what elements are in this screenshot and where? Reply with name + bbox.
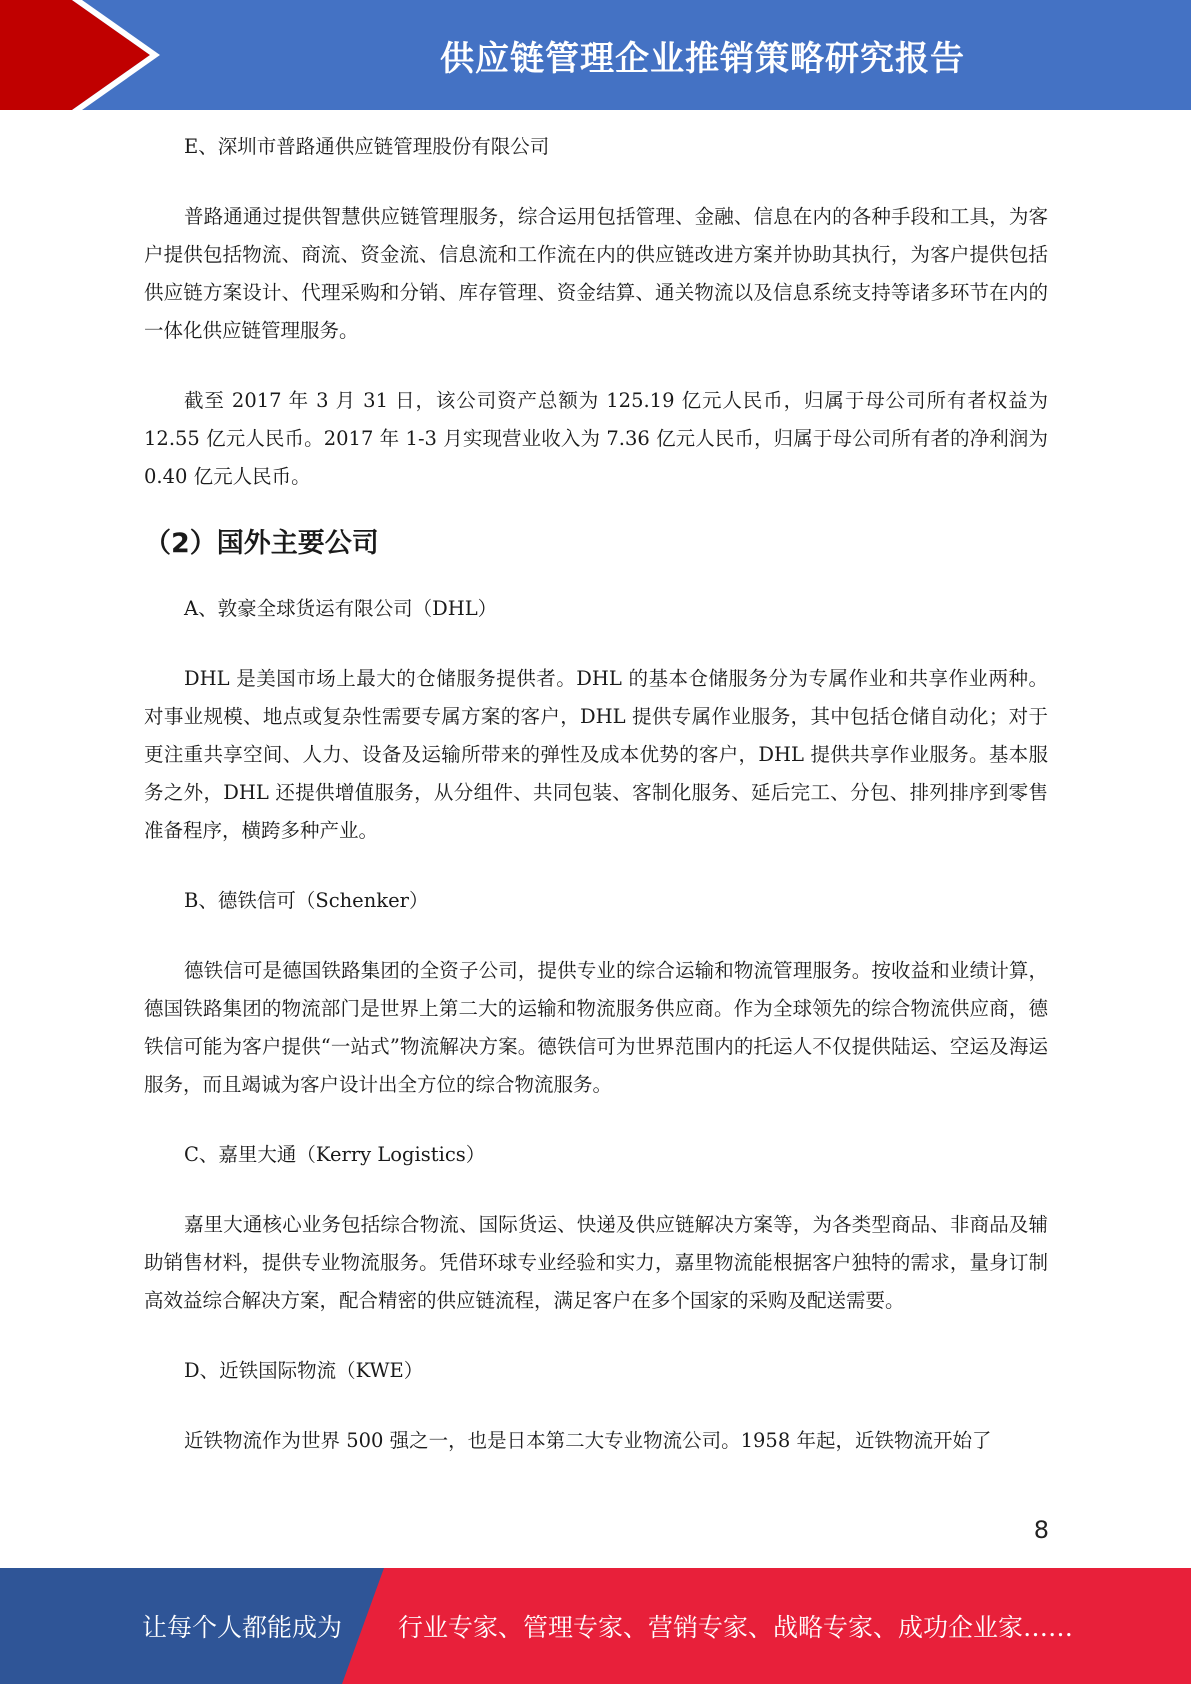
section-heading-foreign-companies: （2）国外主要公司	[144, 528, 379, 559]
company-b-title: B、德铁信可（Schenker）	[184, 889, 429, 912]
footer-slogan-left: 让每个人都能成为	[142, 1613, 343, 1642]
company-c-description: 嘉里大通核心业务包括综合物流、国际货运、快递及供应链解决方案等，为各类型商品、非商品及辅助销售材料，提供专业物流服务。凭借环球专业经验和实力，嘉里物流能根据客户独特的需求，量身订制高效益综合解决方案，配合精密的供应链流程，满足客户在多个国家的采购及配送需要。	[144, 1213, 1048, 1312]
company-e-financials: 截至 2017 年 3 月 31 日，该公司资产总额为 125.19 亿元人民币，归属于母公司所有者权益为 12.55 亿元人民币。2017 年 1-3 月实现营业收入为 7.36 亿元人民币，归属于母公司所有者的净利润为 0.40 亿元人民币。	[144, 389, 1048, 488]
company-d-title: D、近铁国际物流（KWE）	[184, 1359, 424, 1382]
company-c-title: C、嘉里大通（Kerry Logistics）	[184, 1143, 486, 1166]
company-a-description: DHL 是美国市场上最大的仓储服务提供者。DHL 的基本仓储服务分为专属作业和共享作业两种。对事业规模、地点或复杂性需要专属方案的客户，DHL 提供专属作业服务，其中包括仓储自动化；对于更注重共享空间、人力、设备及运输所带来的弹性及成本优势的客户，DHL 提供共享作业服务。基本服务之外，DHL 还提供增值服务，从分组件、共同包装、客制化服务、延后完工、分包、排列排序到零售准备程序，横跨多种产业。	[144, 667, 1048, 842]
company-e-title: E、深圳市普路通供应链管理股份有限公司	[184, 135, 550, 158]
page-footer-band	[0, 1568, 1191, 1684]
company-e-description: 普路通通过提供智慧供应链管理服务，综合运用包括管理、金融、信息在内的各种手段和工具，为客户提供包括物流、商流、资金流、信息流和工作流在内的供应链改进方案并协助其执行，为客户提供包括供应链方案设计、代理采购和分销、库存管理、资金结算、通关物流以及信息系统支持等诸多环节在内的一体化供应链管理服务。	[144, 205, 1048, 342]
page-number: 8	[1033, 1516, 1049, 1544]
page-header-band	[0, 0, 1191, 110]
page-body	[144, 128, 1048, 1460]
report-title: 供应链管理企业推销策略研究报告	[440, 38, 965, 79]
company-b-description: 德铁信可是德国铁路集团的全资子公司，提供专业的综合运输和物流管理服务。按收益和业绩计算，德国铁路集团的物流部门是世界上第二大的运输和物流服务供应商。作为全球领先的综合物流供应商，德铁信可能为客户提供“一站式”物流解决方案。德铁信可为世界范围内的托运人不仅提供陆运、空运及海运服务，而且竭诚为客户设计出全方位的综合物流服务。	[144, 959, 1048, 1096]
company-d-description: 近铁物流作为世界 500 强之一，也是日本第二大专业物流公司。1958 年起，近铁物流开始了	[184, 1429, 992, 1452]
footer-slogan-right: 行业专家、管理专家、营销专家、战略专家、成功企业家……	[398, 1613, 1074, 1642]
company-a-title: A、敦豪全球货运有限公司（DHL）	[184, 597, 498, 620]
